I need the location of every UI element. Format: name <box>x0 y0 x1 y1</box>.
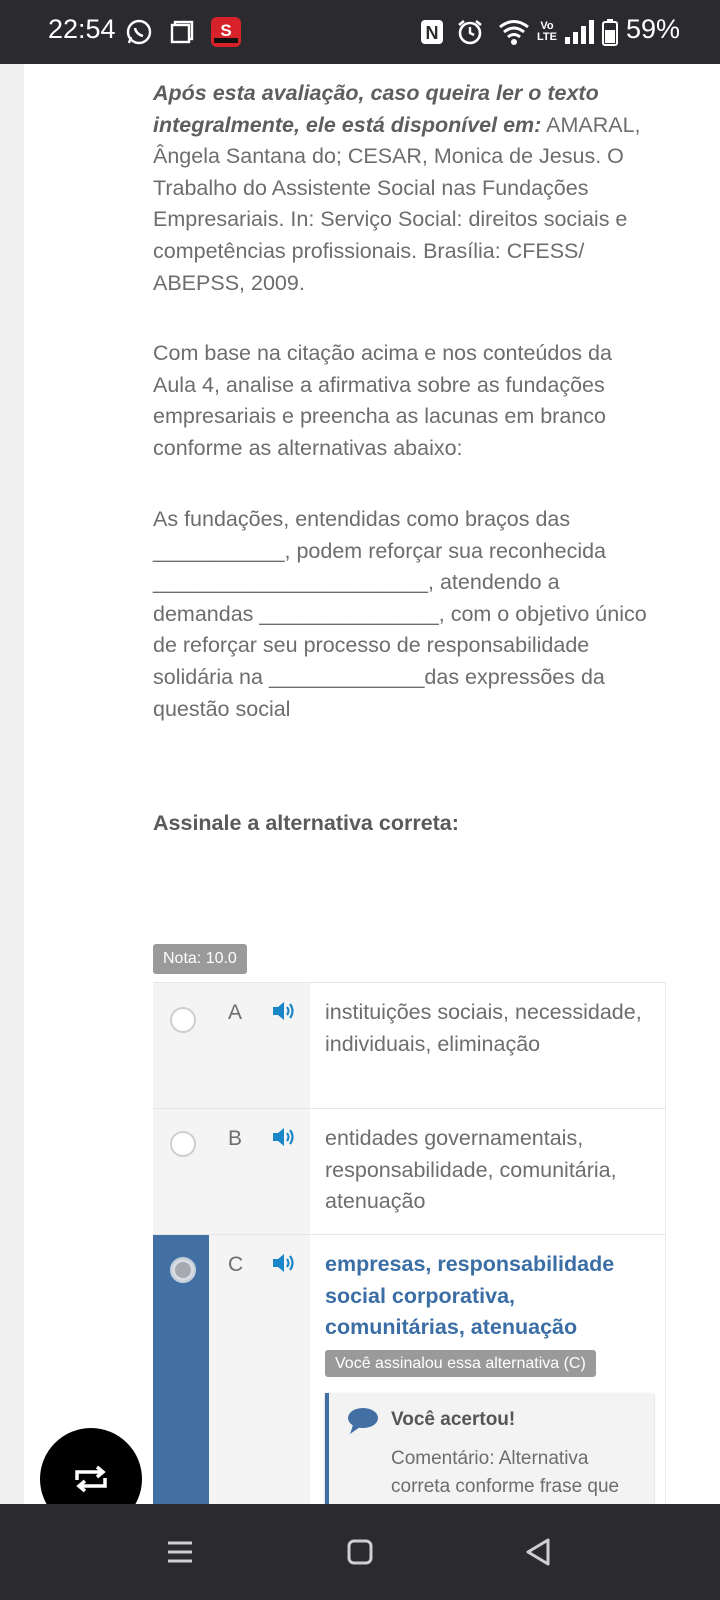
alarm-icon <box>455 16 485 48</box>
screenshot-icon <box>168 16 196 48</box>
statement-part: das expressões da questão social <box>153 664 605 721</box>
menu-icon[interactable] <box>160 1534 200 1570</box>
nfc-label: N <box>425 23 439 43</box>
statement-part: As fundações, entendidas como braços das <box>153 507 571 531</box>
alternative-text[interactable]: instituições sociais, necessidade, individuais, eliminação <box>325 1000 642 1056</box>
grade-badge: Nota: 10.0 <box>153 944 247 974</box>
feedback-box <box>325 1393 654 1504</box>
nfc-icon <box>418 16 446 48</box>
question-statement <box>153 504 653 725</box>
feedback-text: Comentário: Alternativa correta conforme frase que <box>391 1448 620 1497</box>
statement-part: , com o objetivo único de reforçar seu processo de responsabilidade solidária na <box>153 601 647 689</box>
question-prompt: Assinale a alternativa correta: <box>153 811 459 835</box>
volte-icon <box>536 16 558 48</box>
volte-label-top: Vo <box>540 20 554 32</box>
reference-lead: Após esta avaliação, caso queira ler o texto integralmente, ele está disponível em: <box>153 81 599 137</box>
comment-icon <box>347 1407 379 1435</box>
app-icon <box>210 16 242 48</box>
question-instruction: Com base na citação acima e nos conteúdos da Aula 4, analise a afirmativa sobre as fundações empresariais e preencha as lacunas em branco conforme as alternativas abaixo: <box>153 341 612 460</box>
alternative-letter: C <box>228 1253 244 1276</box>
alternative-a[interactable] <box>153 982 666 1109</box>
statement-part: , atendendo a demandas <box>153 570 560 626</box>
app-icon-letter: S <box>220 21 232 40</box>
statement-blank: ___________ <box>153 538 285 563</box>
status-bar <box>0 0 720 64</box>
alternative-text[interactable]: entidades governamentais, responsabilidade, comunitária, atenuação <box>325 1126 617 1214</box>
alternative-b[interactable] <box>153 1108 666 1235</box>
left-rail <box>0 64 24 1504</box>
chosen-badge: Você assinalou essa alternativa (C) <box>325 1350 596 1377</box>
speaker-icon[interactable] <box>271 1125 297 1149</box>
whatsapp-icon <box>124 16 154 48</box>
wifi-icon <box>497 16 531 48</box>
reference-citation: AMARAL, Ângela Santana do; CESAR, Monica de Jesus. O Trabalho do Assistente Social nas Fundações Empresariais. In: Serviço Social: direitos sociais e competências profissionais. Brasília: CFESS/ ABEPSS, 2009. <box>153 112 641 295</box>
speaker-icon[interactable] <box>271 999 297 1023</box>
radio-button-a[interactable] <box>170 1007 196 1033</box>
back-icon[interactable] <box>518 1534 558 1570</box>
question-reference <box>153 78 653 299</box>
navigation-bar <box>0 1504 720 1600</box>
alternative-c[interactable] <box>153 1234 666 1504</box>
status-time: 22:54 <box>48 14 116 44</box>
battery-icon <box>601 16 619 48</box>
statement-blank: _______________ <box>259 601 439 626</box>
home-icon[interactable] <box>340 1534 380 1570</box>
page-content[interactable] <box>0 64 720 1504</box>
battery-percent: 59% <box>625 14 680 44</box>
radio-button-c[interactable] <box>170 1257 196 1283</box>
feedback-title: Você acertou! <box>391 1409 516 1430</box>
radio-button-b[interactable] <box>170 1131 196 1157</box>
speaker-icon[interactable] <box>271 1251 297 1275</box>
statement-blank: _______________________ <box>153 570 429 595</box>
alternative-letter: B <box>228 1127 243 1150</box>
signal-icon <box>563 16 597 48</box>
statement-blank: _____________ <box>268 664 425 689</box>
alternative-letter: A <box>228 1001 243 1024</box>
statement-part: , podem reforçar sua reconhecida <box>284 538 607 563</box>
repeat-icon <box>71 1464 111 1494</box>
volte-label-bottom: LTE <box>537 31 557 43</box>
alternative-text[interactable]: empresas, responsabilidade social corporativa, comunitárias, atenuação <box>325 1252 615 1340</box>
